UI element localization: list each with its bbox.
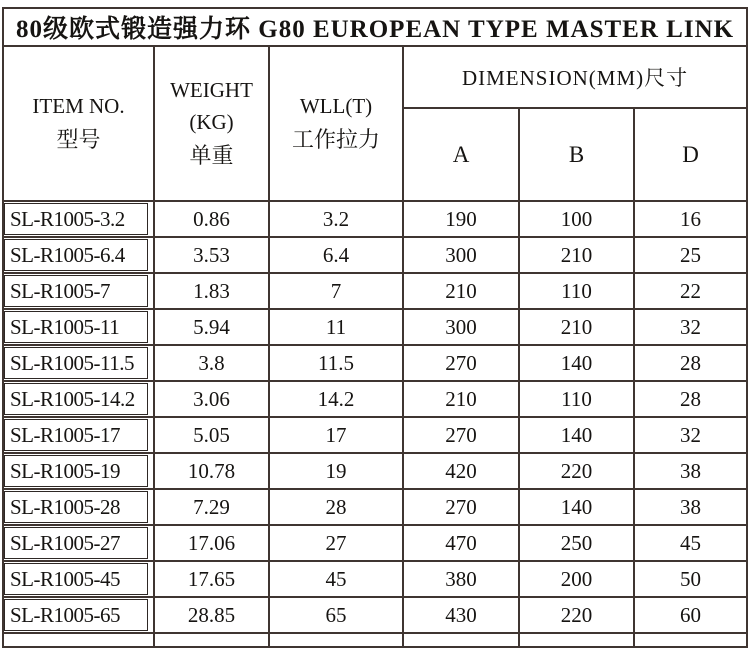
cell-dim-b: 220 bbox=[519, 597, 634, 633]
cell-weight: 5.05 bbox=[154, 417, 269, 453]
col-header-item bbox=[3, 46, 154, 201]
col-header-weight bbox=[154, 46, 269, 201]
cell-dim-d: 32 bbox=[634, 309, 747, 345]
cell-item: SL-R1005-3.2 bbox=[3, 201, 154, 237]
cell-dim-a: 270 bbox=[403, 417, 519, 453]
cell-dim-a: 300 bbox=[403, 309, 519, 345]
cell-dim-a: 210 bbox=[403, 273, 519, 309]
cell-dim-b: 250 bbox=[519, 525, 634, 561]
cell-weight: 10.78 bbox=[154, 453, 269, 489]
cell-weight: 17.65 bbox=[154, 561, 269, 597]
cell-weight: 3.53 bbox=[154, 237, 269, 273]
cell-item: SL-R1005-14.2 bbox=[3, 381, 154, 417]
col-header-weight-unit: (KG) bbox=[189, 110, 234, 135]
cell-dim-b: 110 bbox=[519, 273, 634, 309]
col-header-weight-en: WEIGHT bbox=[170, 77, 253, 102]
cell-wll: 28 bbox=[269, 489, 403, 525]
cell-weight: 3.8 bbox=[154, 345, 269, 381]
cell-wll: 3.2 bbox=[269, 201, 403, 237]
cell-wll: 11 bbox=[269, 309, 403, 345]
table-row bbox=[3, 561, 747, 597]
cell-dim-b: 140 bbox=[519, 489, 634, 525]
cell-item: SL-R1005-17 bbox=[3, 417, 154, 453]
cell-dim-b: 110 bbox=[519, 381, 634, 417]
cell-dim-a: 270 bbox=[403, 489, 519, 525]
cell-wll: 6.4 bbox=[269, 237, 403, 273]
cell-dim-b: 200 bbox=[519, 561, 634, 597]
cell-item: SL-R1005-11.5 bbox=[3, 345, 154, 381]
cell-wll: 45 bbox=[269, 561, 403, 597]
col-header-dim-b: B bbox=[519, 108, 634, 201]
cell-wll: 65 bbox=[269, 597, 403, 633]
col-header-wll-cn: 工作拉力 bbox=[291, 126, 380, 152]
cell-wll: 17 bbox=[269, 417, 403, 453]
cell-dim-d: 25 bbox=[634, 237, 747, 273]
table-row bbox=[3, 273, 747, 309]
cell-dim-d: 28 bbox=[634, 345, 747, 381]
cell-dim-b: 100 bbox=[519, 201, 634, 237]
cell-dim-d: 32 bbox=[634, 417, 747, 453]
cell-wll: 14.2 bbox=[269, 381, 403, 417]
table-row bbox=[3, 309, 747, 345]
table-row bbox=[3, 345, 747, 381]
cell-dim-d: 50 bbox=[634, 561, 747, 597]
cell-dim-a: 380 bbox=[403, 561, 519, 597]
cell-dim-b: 210 bbox=[519, 237, 634, 273]
cell-dim-a: 210 bbox=[403, 381, 519, 417]
cell-empty bbox=[154, 633, 269, 647]
cell-item: SL-R1005-45 bbox=[3, 561, 154, 597]
cell-empty bbox=[634, 633, 747, 647]
cell-dim-d: 45 bbox=[634, 525, 747, 561]
cell-dim-b: 140 bbox=[519, 417, 634, 453]
cell-item: SL-R1005-28 bbox=[3, 489, 154, 525]
table-row-partial-cutoff bbox=[3, 633, 747, 647]
table-title: 80级欧式锻造强力环 G80 EUROPEAN TYPE MASTER LINK bbox=[3, 8, 747, 46]
col-header-item-cn: 型号 bbox=[56, 126, 101, 152]
cell-dim-b: 210 bbox=[519, 309, 634, 345]
cell-wll: 19 bbox=[269, 453, 403, 489]
cell-dim-d: 38 bbox=[634, 453, 747, 489]
title-row bbox=[3, 8, 747, 46]
table-row bbox=[3, 417, 747, 453]
cell-item: SL-R1005-19 bbox=[3, 453, 154, 489]
cell-dim-a: 270 bbox=[403, 345, 519, 381]
cell-empty bbox=[3, 633, 154, 647]
col-header-dim-d: D bbox=[634, 108, 747, 201]
spec-table bbox=[2, 7, 748, 648]
cell-empty bbox=[269, 633, 403, 647]
table-row bbox=[3, 489, 747, 525]
table-row bbox=[3, 597, 747, 633]
col-header-item-en: ITEM NO. bbox=[32, 94, 125, 119]
table-row bbox=[3, 237, 747, 273]
cell-weight: 3.06 bbox=[154, 381, 269, 417]
cell-dim-a: 470 bbox=[403, 525, 519, 561]
col-header-dimension: DIMENSION(MM)尺寸 bbox=[403, 46, 747, 108]
cell-dim-a: 300 bbox=[403, 237, 519, 273]
cell-empty bbox=[519, 633, 634, 647]
cell-weight: 17.06 bbox=[154, 525, 269, 561]
cell-dim-d: 16 bbox=[634, 201, 747, 237]
cell-item: SL-R1005-11 bbox=[3, 309, 154, 345]
cell-wll: 11.5 bbox=[269, 345, 403, 381]
table-row bbox=[3, 453, 747, 489]
table-row bbox=[3, 525, 747, 561]
cell-dim-a: 420 bbox=[403, 453, 519, 489]
cell-weight: 7.29 bbox=[154, 489, 269, 525]
cell-weight: 0.86 bbox=[154, 201, 269, 237]
cell-dim-b: 140 bbox=[519, 345, 634, 381]
cell-dim-d: 38 bbox=[634, 489, 747, 525]
table-row bbox=[3, 201, 747, 237]
cell-item: SL-R1005-7 bbox=[3, 273, 154, 309]
col-header-weight-cn: 单重 bbox=[189, 143, 234, 168]
cell-dim-d: 60 bbox=[634, 597, 747, 633]
header-row bbox=[3, 46, 747, 108]
cell-dim-a: 430 bbox=[403, 597, 519, 633]
col-header-wll bbox=[269, 46, 403, 201]
cell-item: SL-R1005-27 bbox=[3, 525, 154, 561]
cell-dim-d: 22 bbox=[634, 273, 747, 309]
col-header-dim-a: A bbox=[403, 108, 519, 201]
table-row bbox=[3, 381, 747, 417]
cell-dim-a: 190 bbox=[403, 201, 519, 237]
col-header-wll-en: WLL(T) bbox=[299, 94, 373, 119]
cell-dim-b: 220 bbox=[519, 453, 634, 489]
cell-dim-d: 28 bbox=[634, 381, 747, 417]
cell-wll: 27 bbox=[269, 525, 403, 561]
cell-weight: 1.83 bbox=[154, 273, 269, 309]
cell-item: SL-R1005-6.4 bbox=[3, 237, 154, 273]
cell-empty bbox=[403, 633, 519, 647]
cell-item: SL-R1005-65 bbox=[3, 597, 154, 633]
cell-wll: 7 bbox=[269, 273, 403, 309]
cell-weight: 5.94 bbox=[154, 309, 269, 345]
cell-weight: 28.85 bbox=[154, 597, 269, 633]
